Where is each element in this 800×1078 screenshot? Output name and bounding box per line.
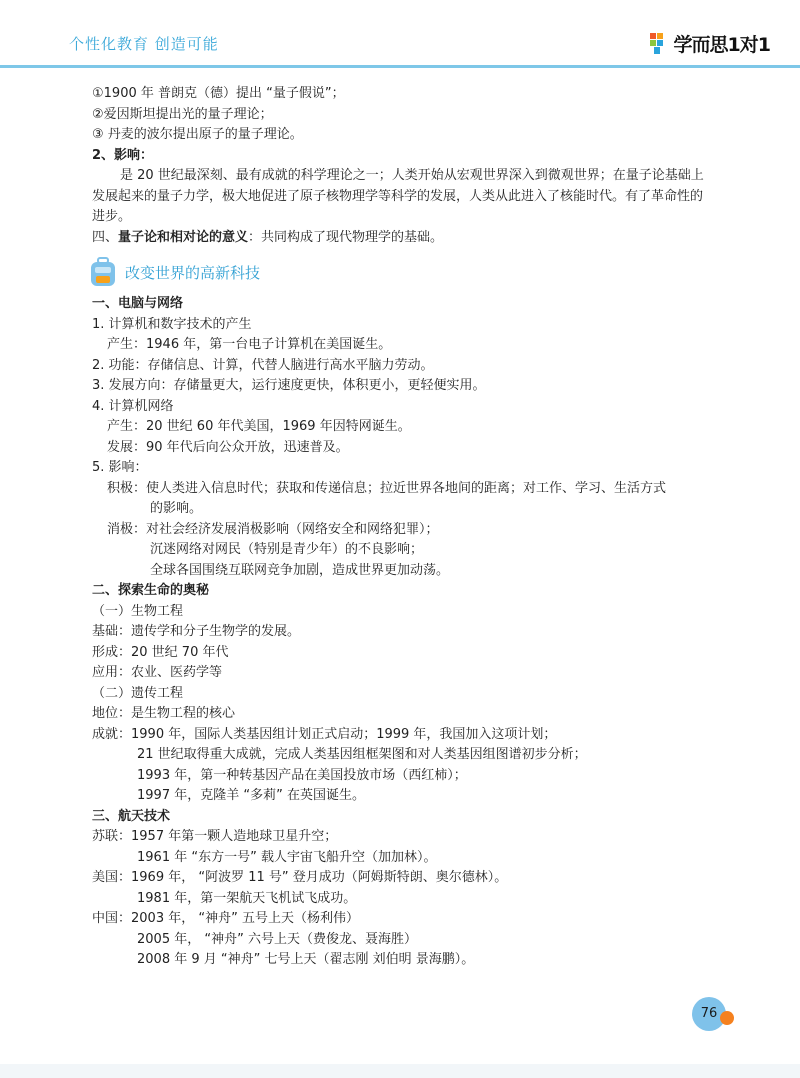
section-heading: 三、航天技术: [92, 808, 171, 824]
significance-bold: 量子论和相对论的意义: [118, 229, 249, 245]
section-title: 改变世界的高新科技: [125, 263, 261, 282]
text-line: 中国：2003 年， “神舟” 五号上天（杨利伟）: [92, 911, 359, 926]
page-header: [0, 0, 800, 70]
text-line: 基础：遗传学和分子生物学的发展。: [92, 624, 301, 639]
text-line: 1981 年，第一架航天飞机试飞成功。: [137, 890, 357, 906]
text-line: 美国：1969 年， “阿波罗 11 号” 登月成功（阿姆斯特朗、奥尔德林）。: [92, 870, 508, 885]
significance-prefix: 四、: [92, 229, 119, 245]
text-line: ③ 丹麦的波尔提出原子的量子理论。: [92, 127, 303, 142]
text-line: 应用：农业、医药学等: [92, 665, 223, 680]
section-heading: 二、探索生命的奥秘: [92, 583, 210, 598]
text-line: 地位：是生物工程的核心: [92, 706, 236, 721]
page-number-dot: [720, 1011, 734, 1025]
page-number: 76: [692, 997, 726, 1031]
text-line: 1997 年，克隆羊 “多莉” 在英国诞生。: [137, 788, 365, 803]
text-line: 的影响。: [150, 501, 203, 516]
text-line: 苏联：1957 年第一颗人造地球卫星升空；: [92, 829, 338, 844]
text-line: ①1900 年 普朗克（德）提出 “量子假说”；: [92, 86, 345, 101]
significance-rest: ：共同构成了现代物理学的基础。: [248, 229, 444, 245]
text-line: 5. 影响：: [92, 460, 148, 475]
text-line: 1. 计算机和数字技术的产生: [92, 316, 252, 332]
page-content: [92, 84, 732, 971]
text-line: 产生：1946 年，第一台电子计算机在美国诞生。: [107, 337, 392, 352]
logo-mark-icon: [650, 33, 670, 55]
significance-line: [92, 228, 732, 249]
text-line: 积极：使人类进入信息时代；获取和传递信息；拉近世界各地间的距离；对工作、学习、生活方式: [107, 480, 667, 496]
backpack-icon: [89, 257, 117, 287]
text-line: 成就：1990 年，国际人类基因组计划正式启动；1999 年，我国加入这项计划；: [92, 726, 557, 742]
section-header: [89, 252, 732, 292]
influence-heading: 2、影响：: [92, 147, 154, 163]
text-line: 形成：20 世纪 70 年代: [92, 644, 229, 660]
slogan: 个性化教育 创造可能: [69, 35, 219, 53]
text-line: 3. 发展方向：存储量更大，运行速度更快，体积更小，更轻便实用。: [92, 378, 486, 393]
section-heading: 一、电脑与网络: [92, 296, 184, 311]
text-line: 4. 计算机网络: [92, 398, 174, 414]
text-line: 1961 年 “东方一号” 载人宇宙飞船升空（加加林）。: [137, 849, 437, 865]
text-line: 2. 功能：存储信息、计算，代替人脑进行高水平脑力劳动。: [92, 357, 434, 373]
text-line: 1993 年，第一种转基因产品在美国投放市场（西红柿）；: [137, 767, 467, 783]
header-divider: [0, 65, 800, 68]
text-line: 发展：90 年代后向公众开放，迅速普及。: [107, 439, 349, 455]
text-line: 全球各国围绕互联网竞争加剧，造成世界更加动荡。: [150, 562, 450, 578]
text-line: （一）生物工程: [92, 603, 184, 619]
logo-text: 学而思1对1: [673, 34, 770, 56]
text-line: 2008 年 9 月 “神舟” 七号上天（翟志刚 刘伯明 景海鹏）。: [137, 952, 475, 967]
footer-band: [0, 1064, 800, 1078]
text-line: 2005 年， “神舟” 六号上天（费俊龙、聂海胜）: [137, 931, 417, 947]
text-line: 21 世纪取得重大成就，完成人类基因组框架图和对人类基因组图谱初步分析；: [137, 747, 587, 762]
influence-paragraph: 是 20 世纪最深刻、最有成就的科学理论之一；人类开始从宏观世界深入到微观世界；在量子论基础上发展起来的量子力学，极大地促进了原子核物理学等科学的发展，人类从此进入了核能时代。有了革命性的进步。: [92, 168, 704, 224]
text-line: 产生：20 世纪 60 年代美国，1969 年因特网诞生。: [107, 419, 411, 434]
brand-logo: [650, 30, 770, 57]
text-line: ②爱因斯坦提出光的量子理论；: [92, 106, 273, 122]
text-line: 沉迷网络对网民（特别是青少年）的不良影响；: [150, 542, 424, 557]
text-line: （二）遗传工程: [92, 685, 184, 701]
text-line: 消极：对社会经济发展消极影响（网络安全和网络犯罪）；: [107, 521, 439, 537]
